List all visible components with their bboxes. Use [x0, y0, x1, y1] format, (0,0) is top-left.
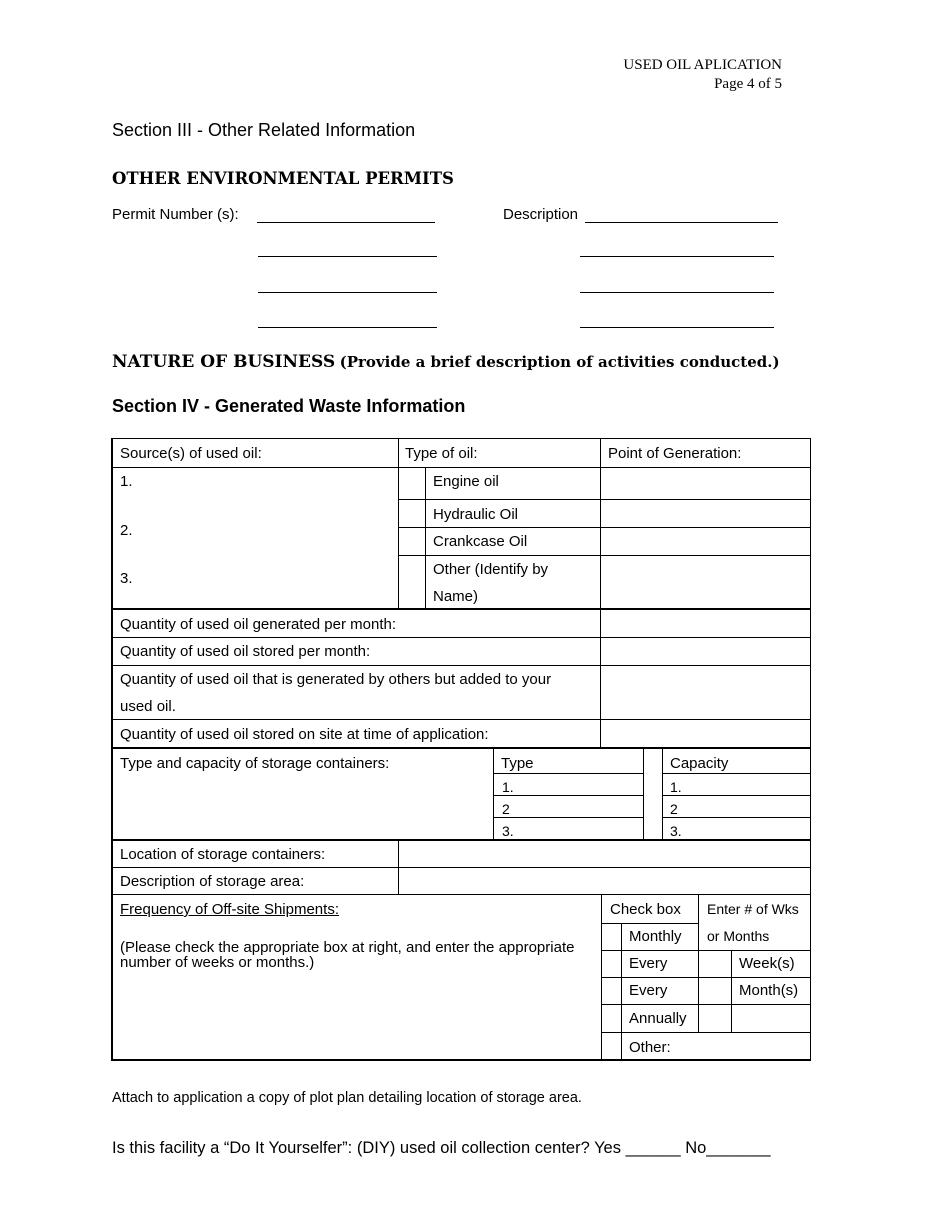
enter-weeks-label: Enter # of Wks: [707, 901, 799, 917]
table-border-left: [111, 438, 113, 1061]
grid-line: [662, 748, 663, 840]
monthly-checkbox[interactable]: [603, 924, 620, 949]
grid-line: [662, 817, 811, 818]
grid-line: [111, 637, 811, 638]
frequency-note: [120, 940, 574, 970]
description-line-3[interactable]: [580, 292, 774, 293]
hydraulic-oil-checkbox[interactable]: [400, 500, 424, 526]
nature-heading: NATURE OF BUSINESS: [112, 352, 336, 372]
storage-area-field[interactable]: [400, 868, 808, 893]
grid-line: [493, 817, 643, 818]
freq-annually: Annually: [629, 1010, 687, 1027]
type-row-3[interactable]: 3.: [502, 823, 514, 839]
table-border-right: [810, 438, 811, 1061]
source-row-1[interactable]: 1.: [120, 473, 133, 490]
page-number: Page 4 of 5: [714, 76, 782, 92]
grid-line: [111, 608, 811, 610]
header-block: [623, 56, 782, 94]
every-months-checkbox[interactable]: [603, 978, 620, 1003]
point-header: Point of Generation:: [608, 445, 742, 462]
months-unit-label: Month(s): [739, 982, 799, 999]
qty-onsite-label: Quantity of used oil stored on site at time of application:: [120, 726, 489, 743]
type-label: Type: [501, 755, 534, 772]
capacity-label: Capacity: [670, 755, 729, 772]
freq-every-weeks: Every: [629, 955, 668, 972]
location-label: Location of storage containers:: [120, 846, 326, 863]
location-field[interactable]: [400, 841, 808, 866]
grid-line: [111, 665, 811, 666]
grid-line: [398, 555, 811, 556]
oil-type-other: Other (Identify by: [433, 561, 549, 578]
section-3-title: Section III - Other Related Information: [112, 120, 416, 140]
permit-number-line-2[interactable]: [258, 256, 437, 257]
description-line-1[interactable]: [585, 222, 778, 223]
check-box-label: Check box: [610, 901, 681, 918]
diy-question: Is this facility a “Do It Yourselfer”: (DIY) used oil collection center? Yes ______ No_______: [112, 1139, 771, 1157]
permit-number-line-1[interactable]: [257, 222, 435, 223]
every-weeks-checkbox[interactable]: [603, 951, 620, 976]
qty-others-label: Quantity of used oil that is generated by others but added to your: [120, 671, 552, 688]
enter-months-label: or Months: [707, 928, 770, 944]
capacity-row-1[interactable]: 1.: [670, 779, 682, 795]
grid-line: [493, 795, 643, 796]
section-4-title: Section IV - Generated Waste Information: [112, 396, 466, 416]
grid-line: [698, 894, 699, 1032]
grid-line: [111, 747, 811, 749]
crankcase-oil-checkbox[interactable]: [400, 528, 424, 554]
other-checkbox[interactable]: [603, 1033, 620, 1059]
qty-stored-label: Quantity of used oil stored per month:: [120, 643, 371, 660]
qty-others-label-cont: used oil.: [120, 698, 176, 715]
months-count-field[interactable]: [700, 978, 730, 1003]
description-line-4[interactable]: [580, 327, 774, 328]
other-oil-checkbox[interactable]: [400, 556, 424, 608]
document-title: USED OIL APLICATION: [623, 57, 782, 73]
nature-note: (Provide a brief description of activities conducted.): [339, 353, 780, 371]
source-header: Source(s) of used oil:: [120, 445, 262, 462]
description-line-2[interactable]: [580, 256, 774, 257]
grid-line: [398, 527, 811, 528]
type-row-1[interactable]: 1.: [502, 779, 514, 795]
grid-line: [600, 438, 601, 748]
frequency-label: Frequency of Off-site Shipments:: [120, 901, 339, 918]
description-label: Description: [503, 206, 579, 223]
source-row-2[interactable]: 2.: [120, 522, 133, 539]
grid-line: [398, 499, 811, 500]
storage-area-label: Description of storage area:: [120, 873, 305, 890]
grid-line: [493, 748, 494, 840]
table-border-bottom: [111, 1059, 811, 1061]
grid-line: [601, 1032, 811, 1033]
type-row-2[interactable]: 2: [502, 801, 510, 817]
grid-line: [425, 467, 426, 609]
source-row-3[interactable]: 3.: [120, 570, 133, 587]
oil-type-crankcase: Crankcase Oil: [433, 533, 528, 550]
freq-other: Other:: [629, 1039, 671, 1056]
grid-line: [643, 748, 644, 840]
frequency-note-line-2: number of weeks or months.): [120, 954, 315, 971]
grid-line: [111, 894, 811, 895]
weeks-unit-label: Week(s): [739, 955, 795, 972]
grid-line: [398, 438, 399, 609]
capacity-row-3[interactable]: 3.: [670, 823, 682, 839]
grid-line: [662, 795, 811, 796]
permit-number-line-4[interactable]: [258, 327, 437, 328]
type-header: Type of oil:: [405, 445, 478, 462]
qty-generated-label: Quantity of used oil generated per month:: [120, 616, 397, 633]
grid-line: [621, 923, 622, 1060]
grid-line: [601, 1004, 811, 1005]
oil-type-engine: Engine oil: [433, 473, 499, 490]
grid-line: [493, 773, 643, 774]
permit-number-line-3[interactable]: [258, 292, 437, 293]
table-border-top: [111, 438, 811, 439]
freq-every-months: Every: [629, 982, 668, 999]
grid-line: [111, 467, 811, 468]
permits-heading: OTHER ENVIRONMENTAL PERMITS: [112, 169, 454, 188]
capacity-row-2[interactable]: 2: [670, 801, 678, 817]
oil-type-other-cont: Name): [433, 588, 479, 605]
grid-line: [662, 773, 811, 774]
attach-note: Attach to application a copy of plot plan detailing location of storage area.: [112, 1090, 582, 1106]
permit-number-label: Permit Number (s):: [112, 206, 239, 223]
annually-checkbox[interactable]: [603, 1005, 620, 1031]
freq-monthly: Monthly: [629, 928, 682, 945]
weeks-count-field[interactable]: [700, 951, 730, 976]
engine-oil-checkbox[interactable]: [400, 468, 424, 498]
oil-type-hydraulic: Hydraulic Oil: [433, 506, 519, 523]
containers-label: Type and capacity of storage containers:: [120, 755, 390, 772]
grid-line: [111, 719, 811, 720]
nature-of-business: [112, 352, 780, 372]
grid-line: [731, 950, 732, 1032]
frequency-note-line-1: (Please check the appropriate box at right, and enter the appropriate: [120, 939, 575, 956]
